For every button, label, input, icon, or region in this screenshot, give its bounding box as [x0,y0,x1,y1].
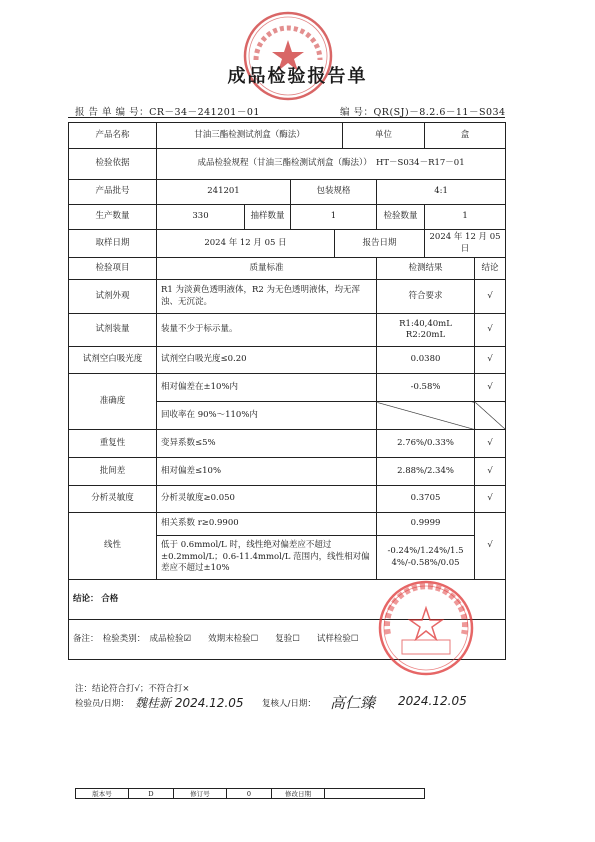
row-item-volume: 试剂装量 [69,314,157,347]
row-standard-linearity-deviation: 低于 0.6mmol/L 时，线性绝对偏差应不超过±0.2mmol/L；0.6-11.4mmol/L 范围内，线性相对偏差应不超过±10% [157,536,377,580]
row-conclusion-batch-difference: √ [475,458,506,486]
reviewer-signature: 高仁臻 [330,694,376,712]
row-standard-appearance: R1 为淡黄色透明液体，R2 为无色透明液体，均无浑浊、无沉淀。 [157,280,377,314]
row-standard-sensitivity: 分析灵敏度≥0.050 [157,486,377,513]
row-result-accuracy-deviation: -0.58% [377,374,475,402]
remark-row: 备注： 检验类别： 成品检验☑ 效期末检验☐ 复验☐ 试样检验☐ [69,620,506,660]
note-text: 注：结论符合打√；不符合打× [75,684,190,694]
pack-value: 4:1 [377,180,506,205]
pack-label: 包装规格 [291,180,377,205]
row-standard-accuracy-recovery: 回收率在 90%～110%内 [157,402,377,430]
version-label: 版本号 [76,789,129,799]
row-result-batch-difference: 2.88%/2.34% [377,458,475,486]
report-number: 报 告 单 编 号：CR－34－241201－01 [75,107,260,118]
row-result-repeatability: 2.76%/0.33% [377,430,475,458]
header-rule [68,117,505,118]
sampling-date: 2024 年 12 月 05 日 [157,230,335,258]
basis-label: 检验依据 [69,149,157,180]
inspector-label: 检验员/日期： [75,699,129,709]
row-result-sensitivity: 0.3705 [377,486,475,513]
row-item-linearity: 线性 [69,513,157,580]
test-qty-value: 1 [425,205,506,230]
row-result-volume [377,314,475,347]
row-standard-batch-difference: 相对偏差≤10% [157,458,377,486]
version-value: D [129,789,174,799]
product-name-label: 产品名称 [69,123,157,149]
sampling-date-label: 取样日期 [69,230,157,258]
row-result-linearity-deviation: -0.24%/1.24%/1.54%/-0.58%/0.05 [377,536,475,580]
row-conclusion-repeatability: √ [475,430,506,458]
sample-value: 1 [291,205,377,230]
modify-date-label: 修改日期 [272,789,325,799]
row-item-blank-absorbance: 试剂空白吸光度 [69,347,157,374]
row-result-appearance: 符合要求 [377,280,475,314]
version-table [75,788,425,799]
row-conclusion-blank-absorbance: √ [475,347,506,374]
result-volume-r1: R1:40,40mL [399,318,452,329]
row-conclusion-sensitivity: √ [475,486,506,513]
row-standard-linearity-r: 相关系数 r≥0.9900 [157,513,377,536]
column-header-conclusion: 结论 [475,258,506,280]
report-date: 2024 年 12 月 05 日 [425,230,506,258]
row-standard-accuracy-deviation: 相对偏差在±10%内 [157,374,377,402]
document-number: 编 号：QR(SJ)－8.2.6－11－S034 [340,107,506,118]
quality-dept-seal [376,578,476,678]
report-title: 成品检验报告单 [227,66,368,87]
row-item-batch-difference: 批间差 [69,458,157,486]
row-conclusion-appearance: √ [475,280,506,314]
row-standard-repeatability: 变异系数≤5% [157,430,377,458]
basis-value: 成品检验规程（甘油三酯检测试剂盒（酶法）） HT－S034－R17－01 [157,149,506,180]
row-result-blank-absorbance: 0.0380 [377,347,475,374]
row-item-appearance: 试剂外观 [69,280,157,314]
sample-label: 抽样数量 [245,205,291,230]
column-header-result: 检测结果 [377,258,475,280]
batch-value: 241201 [157,180,291,205]
reviewer-date: 2024.12.05 [398,694,467,708]
test-qty-label: 检验数量 [377,205,425,230]
row-conclusion-linearity: √ [475,513,506,580]
inspector-signature: 魏桂新 2024.12.05 [135,696,244,710]
unit-value: 盒 [425,123,506,149]
revision-value: 0 [227,789,272,799]
unit-label: 单位 [343,123,425,149]
row-result-accuracy-recovery-empty [377,402,475,430]
row-standard-volume: 装量不少于标示量。 [157,314,377,347]
result-volume-r2: R2:20mL [405,330,446,340]
row-item-sensitivity: 分析灵敏度 [69,486,157,513]
reviewer-label: 复核人/日期： [262,699,316,709]
product-name: 甘油三酯检测试剂盒（酶法） [157,123,343,149]
company-seal-top [242,10,334,102]
modify-date-value [325,789,425,799]
qty-label: 生产数量 [69,205,157,230]
report-date-label: 报告日期 [335,230,425,258]
row-result-linearity-r: 0.9999 [377,513,475,536]
row-conclusion-volume: √ [475,314,506,347]
conclusion-value: 合格 [101,593,119,604]
column-header-standard: 质量标准 [157,258,377,280]
row-item-accuracy: 准确度 [69,374,157,430]
revision-label: 修订号 [174,789,227,799]
row-conclusion-accuracy: √ [475,374,506,402]
row-item-repeatability: 重复性 [69,430,157,458]
row-conclusion-accuracy-recovery-empty [475,402,506,430]
row-standard-blank-absorbance: 试剂空白吸光度≤0.20 [157,347,377,374]
conclusion-label: 结论： [73,593,99,604]
qty-value: 330 [157,205,245,230]
column-header-item: 检验项目 [69,258,157,280]
batch-label: 产品批号 [69,180,157,205]
